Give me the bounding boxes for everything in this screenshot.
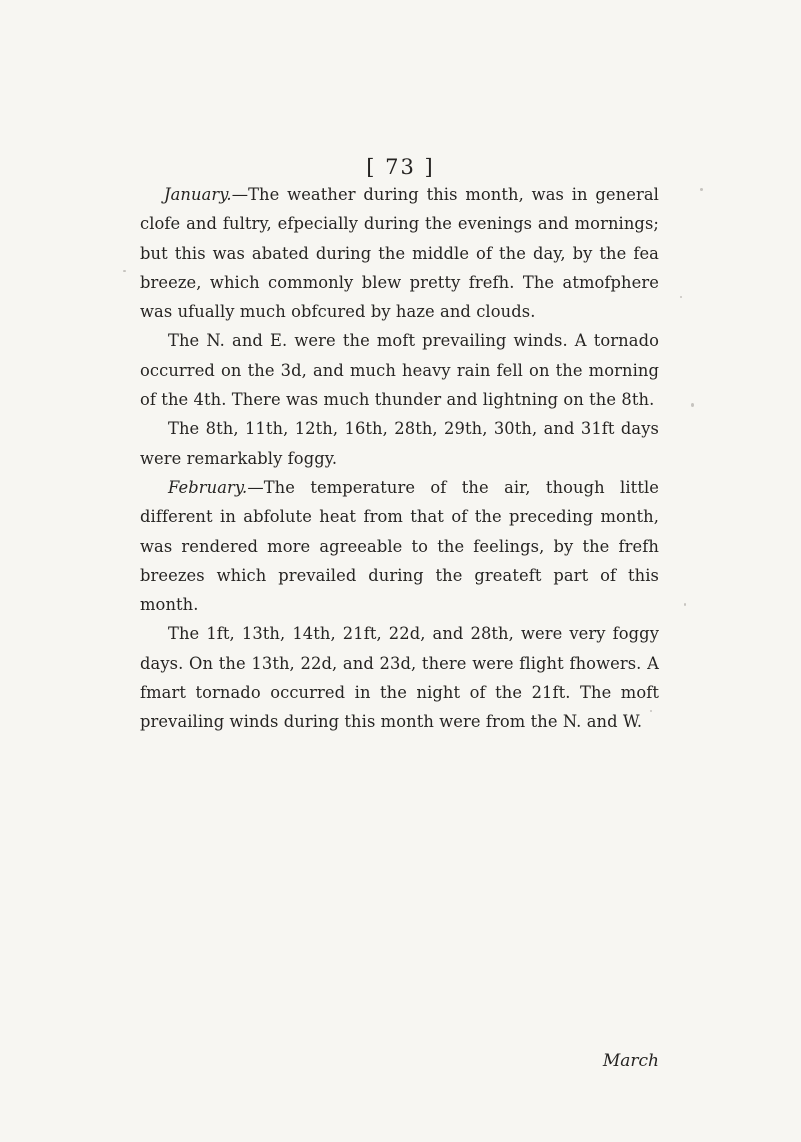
paragraph-text: The 8th, 11th, 12th, 16th, 28th, 29th, 30th, and 31ft days were remarkably foggy. [140, 419, 659, 468]
paper-speck [123, 270, 126, 272]
page-number: [ 73 ] [366, 155, 435, 179]
paragraph-text: —The temperature of the air, though little different in abfolute heat from that of the preceding month, was rendered more agreeable to the feelings, by the frefh breezes which prevailed during the greateft part of this month. [140, 477, 659, 615]
paragraph-foggy-days [140, 414, 659, 473]
paper-speck [650, 710, 652, 712]
paper-speck [680, 296, 682, 298]
paper-speck [691, 403, 694, 407]
paragraph-february [140, 473, 659, 619]
paragraph-text: The N. and E. were the moft prevailing winds. A tornado occurred on the 3d, and much heavy rain fell on the morning of the 4th. There was much thunder and lightning on the 8th. [140, 331, 659, 410]
paragraph-february-fog [140, 619, 659, 736]
paper-speck [700, 188, 703, 191]
paragraph-january [140, 180, 659, 326]
month-heading-january: January. [164, 185, 232, 204]
month-heading-february: February. [168, 477, 248, 497]
paper-speck [684, 603, 686, 606]
body-text [140, 180, 659, 737]
catchword: March [602, 1051, 659, 1071]
paragraph-winds [140, 326, 659, 414]
paragraph-text: The 1ft, 13th, 14th, 21ft, 22d, and 28th, were very foggy days. On the 13th, 22d, and 23d, there were flight fhowers. A fmart tornado occurred in the night of the 21ft. The moft prevailing winds during this month were from the N. and W. [140, 624, 659, 732]
paragraph-text: —The weather during this month, was in general clofe and fultry, efpecially during the evenings and mornings; but this was abated during the middle of the day, by the fea breeze, which commonly blew pretty frefh. The atmofphere was ufually much obfcured by haze and clouds. [140, 185, 659, 322]
